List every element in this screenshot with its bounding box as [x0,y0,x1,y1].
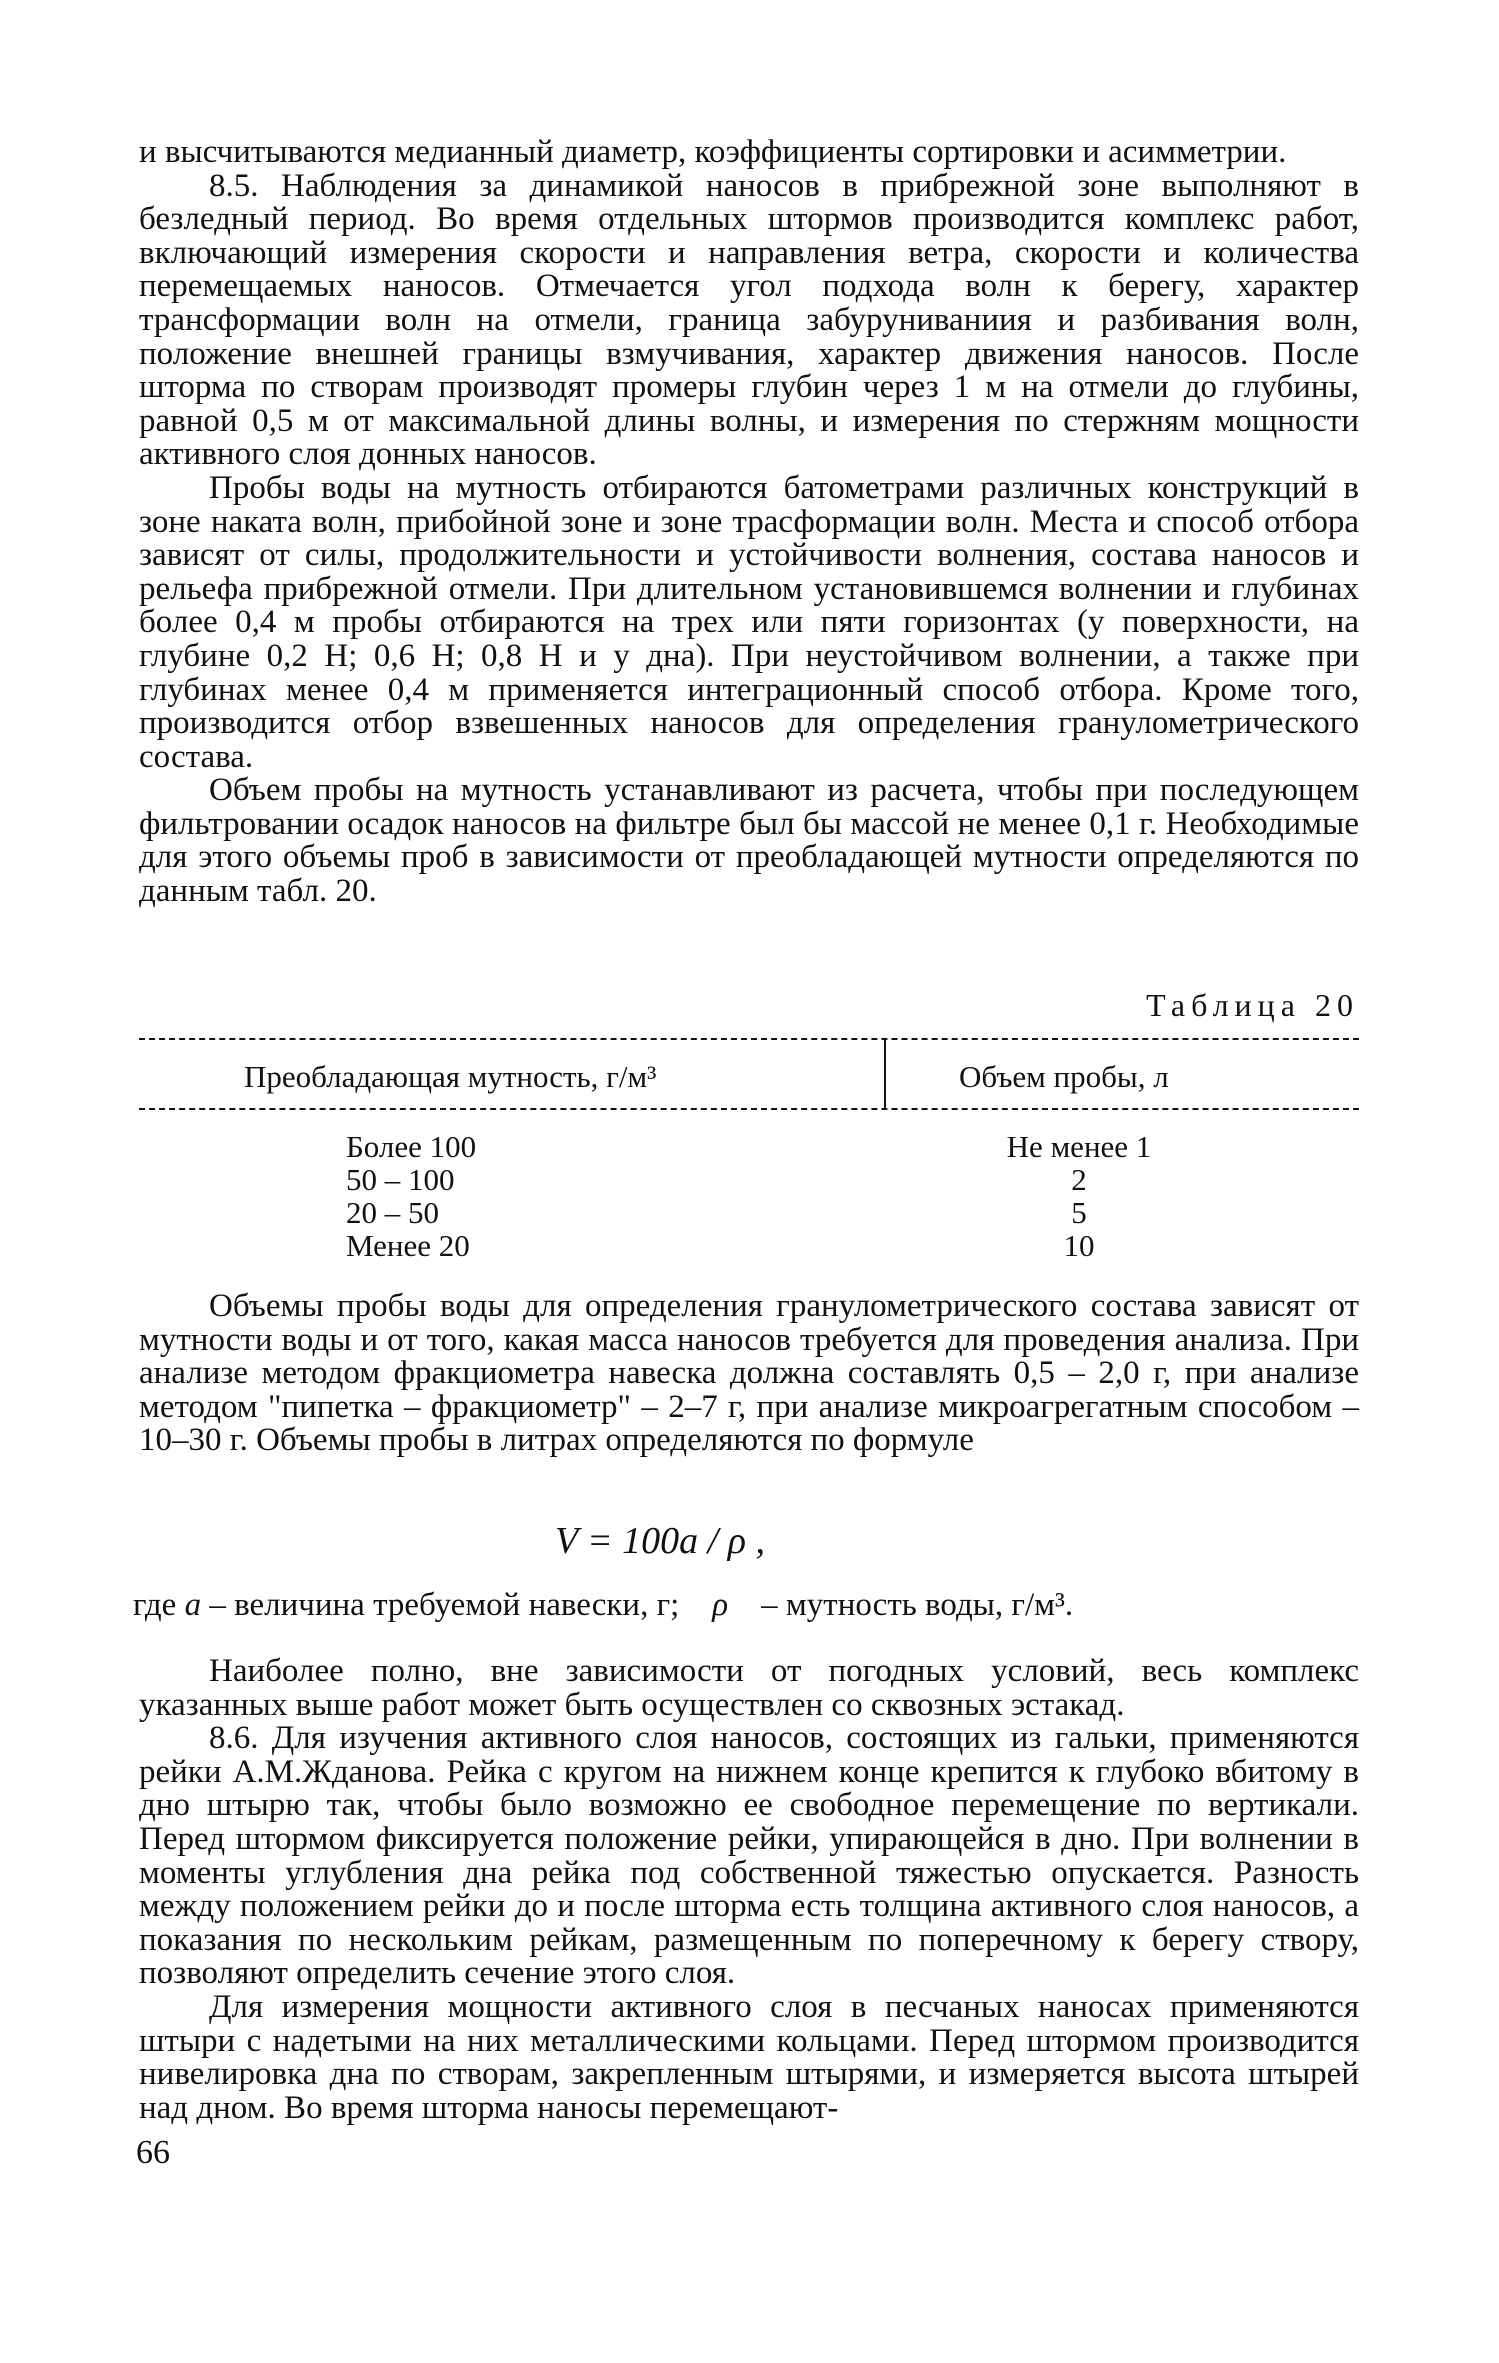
paragraph-trestles: Наиболее полно, вне зависимости от погодных условий, весь комплекс указанных выше работ может быть осуществлен со сквозных эстакад. [139,1653,1359,1723]
page-number: 66 [136,2134,170,2171]
table-cell-turbidity: Менее 20 [346,1228,470,1263]
table-header-rule [139,1108,1359,1110]
table-cell-volume: 5 [1071,1195,1087,1230]
table-20 [139,1038,1359,1268]
paragraph-section-8-5: 8.5. Наблюдения за динамикой наносов в прибрежной зоне выполняют в безледный период. Во время отдельных штормов производится комплекс работ, включающий измерения скорости и направления ветра, скорости и количества перемещаемых наносов. Отмечается угол подхода волн к берегу, характер трансформации волн на отмели, граница забуруниваниия и разбивания волн, положение внешней границы взмучивания, характер движения наносов. После шторма по створам производят промеры глубин через 1 м на отмели до глубины, равной 0,5 м от максимальной длины волны, и измерения по стержням мощности активного слоя донных наносов. [139,167,1359,473]
table-cell-volume: 10 [1063,1228,1095,1263]
paragraph-water-samples: Пробы воды на мутность отбираются батометрами различных конструкций в зоне наката волн, прибойной зоне и зоне трасформации волн. Места и способ отбора зависят от силы, продолжительности и устойчивости волнения, состава наносов и рельефа прибрежной отмели. При длительном установившемся волнении и глубинах более 0,4 м пробы отбираются на трех или пяти горизонтах (у поверхности, на глубине 0,2 Н; 0,6 Н; 0,8 Н и у дна). При неустойчивом волнении, а также при глубинах менее 0,4 м применяется интеграционный способ отбора. Кроме того, производится отбор взвешенных наносов для определения гранулометрического состава. [139,469,1359,775]
formula-var-rho: ρ [712,1587,729,1623]
table-cell-turbidity: Более 100 [346,1129,477,1164]
formula-prefix: где [133,1587,177,1623]
table-column-divider [884,1038,886,1108]
table-top-rule [139,1038,1359,1040]
table-caption: Таблица 20 [1146,987,1359,1023]
formula-explanation [133,1587,1073,1624]
table-cell-volume: 2 [1071,1162,1087,1197]
middle-text-block [139,1290,1359,1458]
table-cell-turbidity: 20 – 50 [346,1195,439,1230]
paragraph-section-8-6: 8.6. Для изучения активного слоя наносов, состоящих из гальки, применяются рейки А.М.Жданова. Рейка с кругом на нижнем конце крепится к глубоко вбитому в дно штырю так, чтобы было возможно ее свободное перемещение по вертикали. Перед штормом фиксируется положение рейки, упирающейся в дно. При волнении в моменты углубления дна рейка под собственной тяжестью опускается. Разность между положением рейки до и после шторма есть толщина активного слоя наносов, а показания по нескольким рейкам, размещенным по поперечному к берегу створу, позволяют определить сечение этого слоя. [139,1720,1359,1992]
table-header-volume: Объем пробы, л [959,1059,1169,1094]
table-header-turbidity: Преобладающая мутность, г/м³ [244,1059,657,1094]
paragraph-continuation: и высчитываются медианный диаметр, коэффициенты сортировки и асимметрии. [139,134,1287,170]
table-cell-volume: Не менее 1 [1006,1129,1152,1164]
paragraph-sample-volume: Объем пробы на мутность устанавливают из расчета, чтобы при последующем фильтровании осадок наносов на фильтре был бы массой не менее 0,1 г. Необходимые для этого объемы проб в зависимости от преобладающей мутности определяются по данным табл. 20. [139,772,1359,910]
formula-volume: V = 100a / ρ , [555,1520,765,1562]
paragraph-granulometric-volumes: Объемы пробы воды для определения гранулометрического состава зависят от мутности воды и от того, какая масса наносов требуется для проведения анализа. При анализе методом фракциометра навеска должна составлять 0,5 – 2,0 г, при анализе методом "пипетка – фракциометр" – 2–7 г, при анализе микроагрегатным способом – 10–30 г. Объемы пробы в литрах определяются по формуле [139,1288,1359,1459]
formula-var-a: a [184,1587,202,1623]
table-cell-turbidity: 50 – 100 [346,1162,455,1197]
paragraph-sand-pins: Для измерения мощности активного слоя в песчаных наносах применяются штыри с надетыми на них металлическими кольцами. Перед штормом производится нивелировка дна по створам, закрепленным штырями, и измеряется высота штырей над дном. Во время шторма наносы перемещают- [139,1988,1359,2126]
bottom-text-block [139,1655,1359,2125]
top-text-block [139,136,1359,909]
formula-rho-description: – мутность воды, г/м³. [761,1587,1074,1623]
formula-a-description: – величина требуемой навески, г; [209,1587,680,1623]
